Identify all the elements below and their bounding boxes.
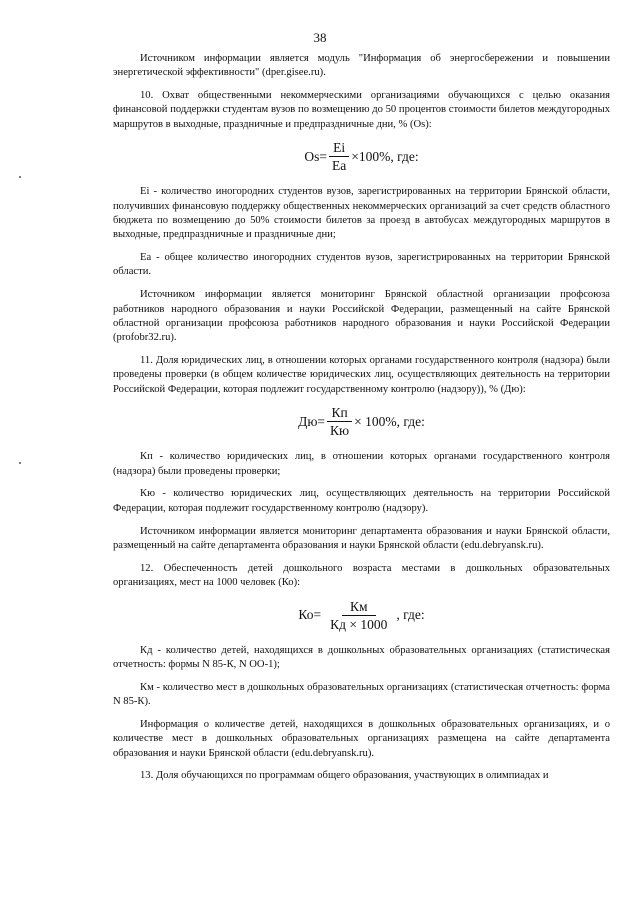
formula-os-rhs: ×100%, где:: [351, 148, 419, 164]
formula-ko: [113, 599, 610, 632]
scan-mark: [19, 176, 21, 178]
formula-ko-fraction: [322, 599, 395, 632]
paragraph-source-preschool: Информация о количестве детей, находящихся в дошкольных образовательных организациях, и о количестве мест в дошкольных образовательных организациях размещена на сайте департамента образования и науки Брянской области (edu.debryansk.ru).: [113, 718, 610, 759]
formula-os: [113, 140, 610, 173]
formula-os-denominator: Ea: [332, 158, 347, 174]
formula-ko-denominator: Кд × 1000: [330, 616, 388, 632]
paragraph-ei-definition: Ei - количество иногородних студентов вузов, зарегистрированных на территории Брянской области, получивших финансовую поддержку общественных некоммерческих организаций за счет средств областного бюджета по возмещению до 50% стоимости билетов за проезд в автобусах междугородных маршрутов в выходные, предпраздничные и праздничные дни;: [113, 186, 610, 241]
formula-du-numerator: Кп: [327, 405, 351, 422]
paragraph-ea-definition: Ea - общее количество иногородних студентов вузов, зарегистрированных на территории Брянской области.: [113, 252, 610, 278]
paragraph-kyu-definition: Кю - количество юридических лиц, осуществляющих деятельность на территории Российской Федерации, которая подлежит государственному контролю (надзору).: [113, 488, 610, 514]
paragraph-source-energy: Источником информации является модуль "Информация об энергосбережении и повышении энергетической эффективности" (dper.gisee.ru).: [113, 53, 610, 79]
formula-ko-lhs: Ко=: [298, 607, 322, 623]
formula-du-fraction: [326, 405, 353, 438]
scan-mark: [19, 462, 21, 464]
paragraph-item-12: 12. Обеспеченность детей дошкольного возраста местами в дошкольных образовательных организациях, мест на 1000 человек (Ко):: [113, 562, 610, 588]
paragraph-km-definition: Км - количество мест в дошкольных образовательных организациях (статистическая отчетность: форма N 85-К).: [113, 681, 610, 708]
formula-ko-numerator: Км: [342, 599, 376, 616]
formula-du-lhs: Дю=: [298, 413, 326, 429]
paragraph-item-13: 13. Доля обучающихся по программам общего образования, участвующих в олимпиадах и: [140, 770, 549, 782]
paragraph-source-department: Источником информации является мониторинг департамента образования и науки Брянской области, размещенный на сайте департамента образования и науки Брянской области (edu.debryansk.ru).: [113, 525, 610, 551]
formula-os-fraction: [328, 140, 350, 173]
formula-os-numerator: Ei: [329, 140, 349, 157]
paragraph-item-10: 10. Охват общественными некоммерческими организациями обучающихся с целью оказания финансовой поддержки студентам вузов по возмещению до 50 процентов стоимости билетов междугородных маршрутов в выходные, праздничные и предпраздничные дни, % (Os):: [113, 90, 610, 130]
formula-du: [113, 405, 610, 438]
formula-du-denominator: Кю: [330, 423, 350, 439]
paragraph-source-profsoyuz: Источником информации является мониторинг Брянской областной организации профсоюза работников народного образования и науки Российской Федерации, размещенный на сайте Брянской областной организации профсоюза работников народного образования и науки Российской Федерации (profobr32.ru).: [113, 289, 610, 344]
page-number: 38: [313, 30, 327, 45]
formula-os-lhs: Os=: [304, 148, 328, 164]
paragraph-item-11: 11. Доля юридических лиц, в отношении которых органами государственного контроля (надзора) были проведены проверки (в общем количестве юридических лиц, осуществляющих деятельность на территории Российской Федерации, которая подлежит государственному контролю (надзору)), % (Дю):: [113, 354, 610, 395]
paragraph-kp-definition: Кп - количество юридических лиц, в отношении которых органами государственного контроля (надзора) были проведены проверки;: [113, 451, 610, 477]
paragraph-kd-definition: Кд - количество детей, находящихся в дошкольных образовательных организациях (статистическая отчетность: формы N 85-К, N ОО-1);: [113, 644, 610, 671]
formula-du-rhs: × 100%, где:: [354, 413, 425, 429]
formula-ko-rhs: , где:: [396, 607, 425, 623]
document-body: [113, 52, 610, 792]
